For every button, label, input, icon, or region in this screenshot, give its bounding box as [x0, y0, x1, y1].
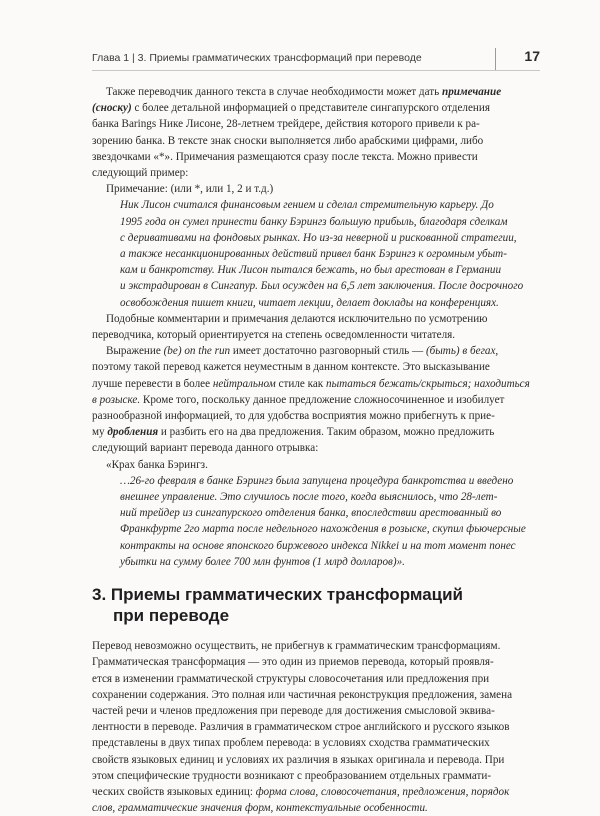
running-header [92, 48, 540, 68]
section-paragraph: Перевод невозможно осуществить, не прибегнув к грамматическим трансформациям. Грамматическая трансформация — это один из приемов перевода, который проявля- ется в изменении грамматической структуры словосочетания или предложения при сохранении содержания. Это полная или частичная реконструкция предложения, замена частей речи и членов предложения при переводе для достижения смысловой эквива- лентности в переводе. Различия в грамматическом строе английского и русского языков представлены в двух типах проблем перевода: в условиях сходства грамматических свойств языковых единиц и условиях их различия в языках оригинала и перевода. При этом специфические трудности возникают с преобразованием отдельных граммати- ческих свойств языковых единиц: форма слова, словосочетания, предложения, порядок слов, грамматические значения форм, контекстуальные особенности. [92, 640, 513, 815]
paragraph-comments: Подобные комментарии и примечания делаются исключительно по усмотрению переводчика, который ориентируется на степень осведомленности читателя. [92, 312, 488, 342]
section-heading: 3. Приемы грамматических трансформаций при переводе [92, 585, 464, 626]
example-translation-text: …26-го февраля в банке Бэрингз была запущена процедура банкротства и введено внешнее управление. Это случилось после того, когда выяснилось, что 28-лет- ний трейдер из сингапурского отделения банка, впоследствии арестованный во Франкфурте 2го марта после недельного нахождения в розыске, скупил фьючерсные контракты на основе японского биржевого индекса Nikkei и на тот момент понес убытки на сумму более 700 млн фунтов (1 млрд долларов)». [120, 474, 526, 568]
header-divider [495, 48, 496, 70]
note-label: Примечание: (или *, или 1, 2 и т.д.) [106, 183, 274, 196]
running-title: Глава 1 | 3. Приемы грамматических трансформаций при переводе [92, 52, 422, 64]
example-note-text: Ник Лисон считался финансовым гением и сделал стремительную карьеру. До 1995 года он сумел принести банку Бэрингз большую прибыль, благодаря сделкам с деривативами на фондовых рынках. Но из-за неверной и рискованной стратегии, а также несанкционированных действий привел банк Бэрингз к огромным убыт- кам и банкротству. Ник Лисон пытался бежать, но был арестован в Германии и экстрадирован в Сингапур. Был осужден на 6,5 лет заключения. После досрочного освобождения пишет книги, читает лекции, делает доклады на конференциях. [120, 199, 524, 309]
term-snoska: (сноску) [92, 102, 132, 115]
header-rule [92, 70, 540, 71]
page-body [92, 84, 530, 816]
term-primechanie: примечание [442, 86, 502, 98]
paragraph-footnote-explanation: Также переводчик данного текста в случае необходимости может дать примечание (сноску) с более детальной информацией о представителе сингапурского отделения банка Barings Нике Лисоне, 28-летнем трейдере, действия которого привели к ра- зорению банка. В тексте знак сноски выполняется либо арабскими цифрами, либо звездочками «*». Примечания размещаются сразу после текста. Можно привести следующий пример: [92, 86, 502, 180]
term-droblenie: дробления [107, 426, 159, 439]
paragraph-expression: Выражение (be) on the run имеет достаточно разговорный стиль — (быть) в бегах, поэтому такой перевод кажется неуместным в данном контексте. Это высказывание лучше перевести в более нейтральном стиле как пытаться бежать/скрыться; находиться в розыске. Кроме того, поскольку данное предложение сложносочиненное и изобилует разнообразной информацией, то для удобства восприятия можно прибегнуть к прие- му дробления и разбить его на два предложения. Таким образом, можно предложить следующий вариант перевода данного отрывка: [92, 345, 530, 455]
page-number: 17 [524, 48, 540, 64]
example-title: «Крах банка Бэрингз. [106, 458, 208, 471]
